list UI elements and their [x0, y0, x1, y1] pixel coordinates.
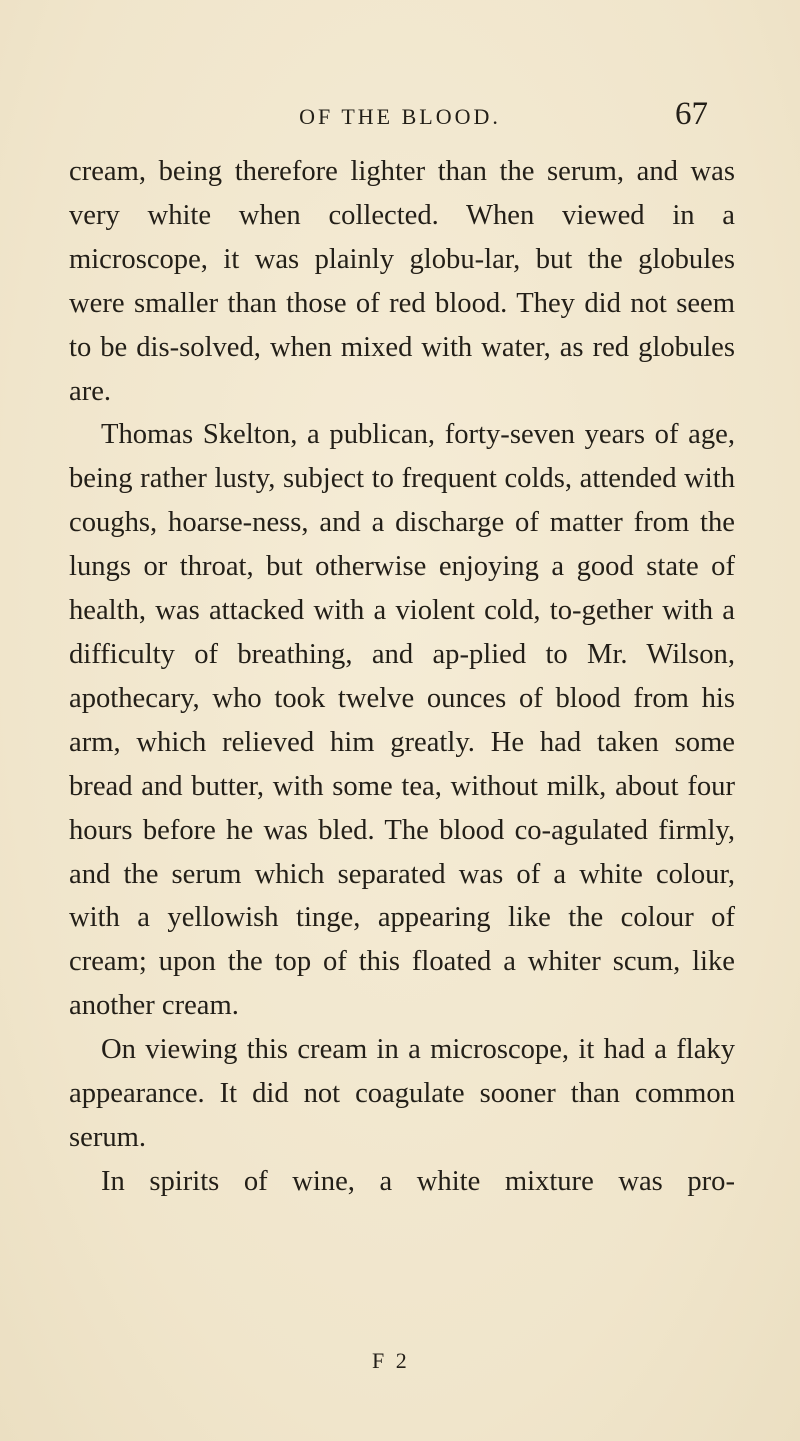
paragraph-spirits-of-wine: In spirits of wine, a white mixture was pro-	[101, 1165, 735, 1197]
running-head-title: OF THE BLOOD.	[299, 104, 501, 129]
body-text	[69, 150, 735, 1204]
signature-mark: F 2	[372, 1348, 410, 1373]
running-head	[0, 96, 800, 136]
page-number: 67	[675, 96, 708, 132]
paragraph-microscope-viewing: On viewing this cream in a microscope, it had a flaky appearance. It did not coagulate sooner than common serum.	[69, 1034, 735, 1153]
paragraph-continued-cream: cream, being therefore lighter than the serum, and was very white when collected. When viewed in a microscope, it was plainly globu-lar, but the globules were smaller than those of red blood. They did not seem to be dis-solved, when mixed with water, as red globules are.	[69, 156, 735, 407]
paragraph-thomas-skelton-case: Thomas Skelton, a publican, forty-seven years of age, being rather lusty, subject to frequent colds, attended with coughs, hoarse-ness, and a discharge of matter from the lungs or throat, but otherwise enjoying a good state of health, was attacked with a violent cold, to-gether with a difficulty of breathing, and ap-plied to Mr. Wilson, apothecary, who took twelve ounces of blood from his arm, which relieved him greatly. He had taken some bread and butter, with some tea, without milk, about four hours before he was bled. The blood co-agulated firmly, and the serum which separated was of a white colour, with a yellowish tinge, appearing like the colour of cream; upon the top of this floated a whiter scum, like another cream.	[69, 419, 735, 1022]
